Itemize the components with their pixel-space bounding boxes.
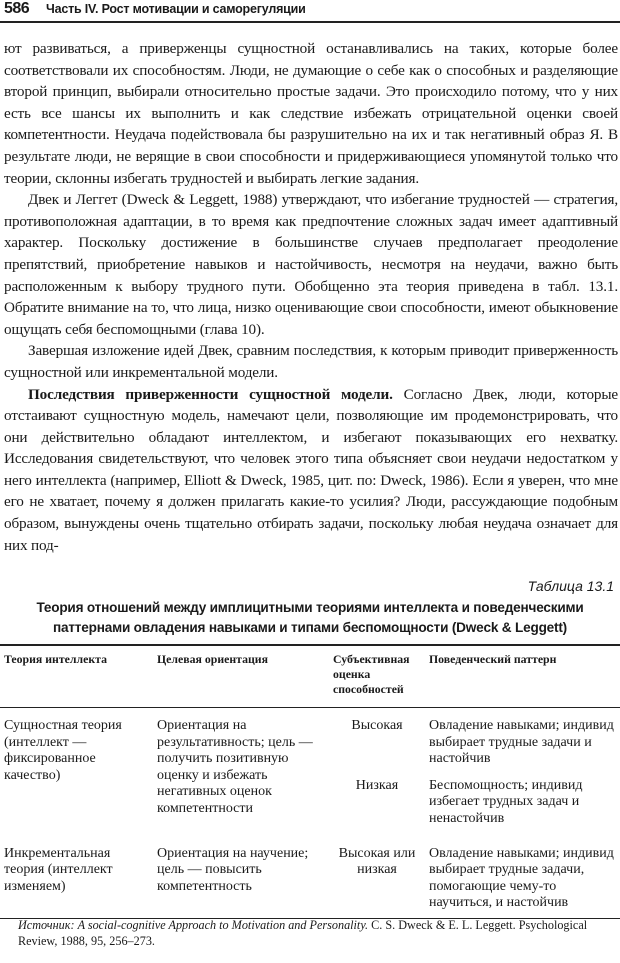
data-table [0,644,620,919]
cell-theory: Инкрементальная теория (интеллект изменяем) [0,832,153,919]
cell-ability: Низкая [355,777,399,793]
header-ability: Субъективная оценка способностей [329,645,425,708]
paragraph-4-text: Согласно Двек, люди, которые отстаивают сущностную модель, намечают цели, позволяющие им продемонстрировать, что они действительно обладают интеллектом, и избегают показывающих его нехватку. Исследования свидетельствуют, что человек этого типа объясняет свои неудачи недостатком у него интеллекта (например, Elliott & Dweck, 1985, цит. по: Dweck, 1986). Если я уверен, что мне его не хватает, почему я должен прилагать какие-то усилия? Люди, рассуждающие подобным образом, вынуждены очень тщательно отбирать задачи, поскольку любая неудача означает для них под- [4,385,618,554]
header-theory: Теория интеллекта [0,645,153,708]
page-header [0,0,620,22]
cell-orientation: Ориентация на результативность; цель — получить позитивную оценку и избежать негативных оценок компетентности [157,718,313,816]
table-title [0,598,620,638]
table-row [0,708,620,768]
paragraph-1: ют развиваться, а приверженцы сущностной останавливались на таких, которые более соответствовали их способностям. Люди, не думающие о себе как о способных и разделяющие второй принцип, выбирали относительно простые задачи. Это происходило потому, что у них есть все шансы их выполнить и как следствие избежать отрицательной оценки своей компетентности. Неудача подействовала бы разрушительно на их и так негативный образ Я. В результате люди, не верящие в свои способности и придерживающиеся упомянутой только что теории, склонны избегать трудностей и выбирать легкие задания. [4,40,618,187]
table-title-line-1: Теория отношений между имплицитными теориями интеллекта и поведенческими [36,600,584,615]
paragraph-2: Двек и Леггет (Dweck & Leggett, 1988) утверждают, что избегание трудностей — стратегия, противоположная адаптации, в то время как предпочтение сложных задач имеет адаптивный характер. Поскольку достижение в большинстве случаев предполагает преодоление препятствий, приобретение навыков и настойчивость, несмотря на неудачи, важно быть расположенным к выбору трудного пути. Обобщенно эта теория приведена в табл. 13.1. Обратите внимание на то, что лица, низко оценивающие свои способности, имеют обыкновение ощущать себя беспомощными (глава 10). [4,191,618,338]
header-pattern: Поведенческий паттерн [425,645,620,708]
table-row [0,832,620,919]
cell-ability: Высокая [351,718,403,733]
cell-orientation: Ориентация на научение; цель — повысить компетентность [153,832,329,919]
table-header-row [0,645,620,708]
paragraph-4 [4,384,618,557]
source-label: Источник: [18,918,75,932]
cell-pattern: Беспомощность; индивид избегает трудных задач и ненастойчив [429,777,583,826]
page-number: 586 [4,0,30,17]
paragraph-3: Завершая изложение идей Двек, сравним последствия, к которым приводит приверженность сущностной или инкрементальной модели. [4,342,618,381]
source-work: A social-cognitive Approach to Motivation and Personality. [74,918,369,932]
cell-pattern: Овладение навыками; индивид выбирает трудные задачи, помогающие чему-то научиться, и настойчив [425,832,620,919]
table-13-1 [0,577,620,919]
cell-pattern: Овладение навыками; индивид выбирает трудные задачи и настойчив [429,718,614,767]
body-text [4,38,618,556]
header-rule [0,21,620,23]
running-head: Часть IV. Рост мотивации и саморегуляции [46,2,306,16]
cell-ability: Высокая или низкая [329,832,425,919]
table-source-note [18,918,614,949]
run-in-heading: Последствия приверженности сущностной модели. [28,385,393,403]
header-orientation: Целевая ориентация [153,645,329,708]
table-number: Таблица 13.1 [527,578,614,594]
cell-theory: Сущностная теория (интеллект — фиксированное качество) [4,718,122,783]
table-title-line-2: паттернами овладения навыками и типами беспомощности (Dweck & Leggett) [52,620,568,635]
source-citation: C. S. Dweck & E. L. Leggett. Psychological Review, 1988, 95, 256–273. [18,918,588,948]
